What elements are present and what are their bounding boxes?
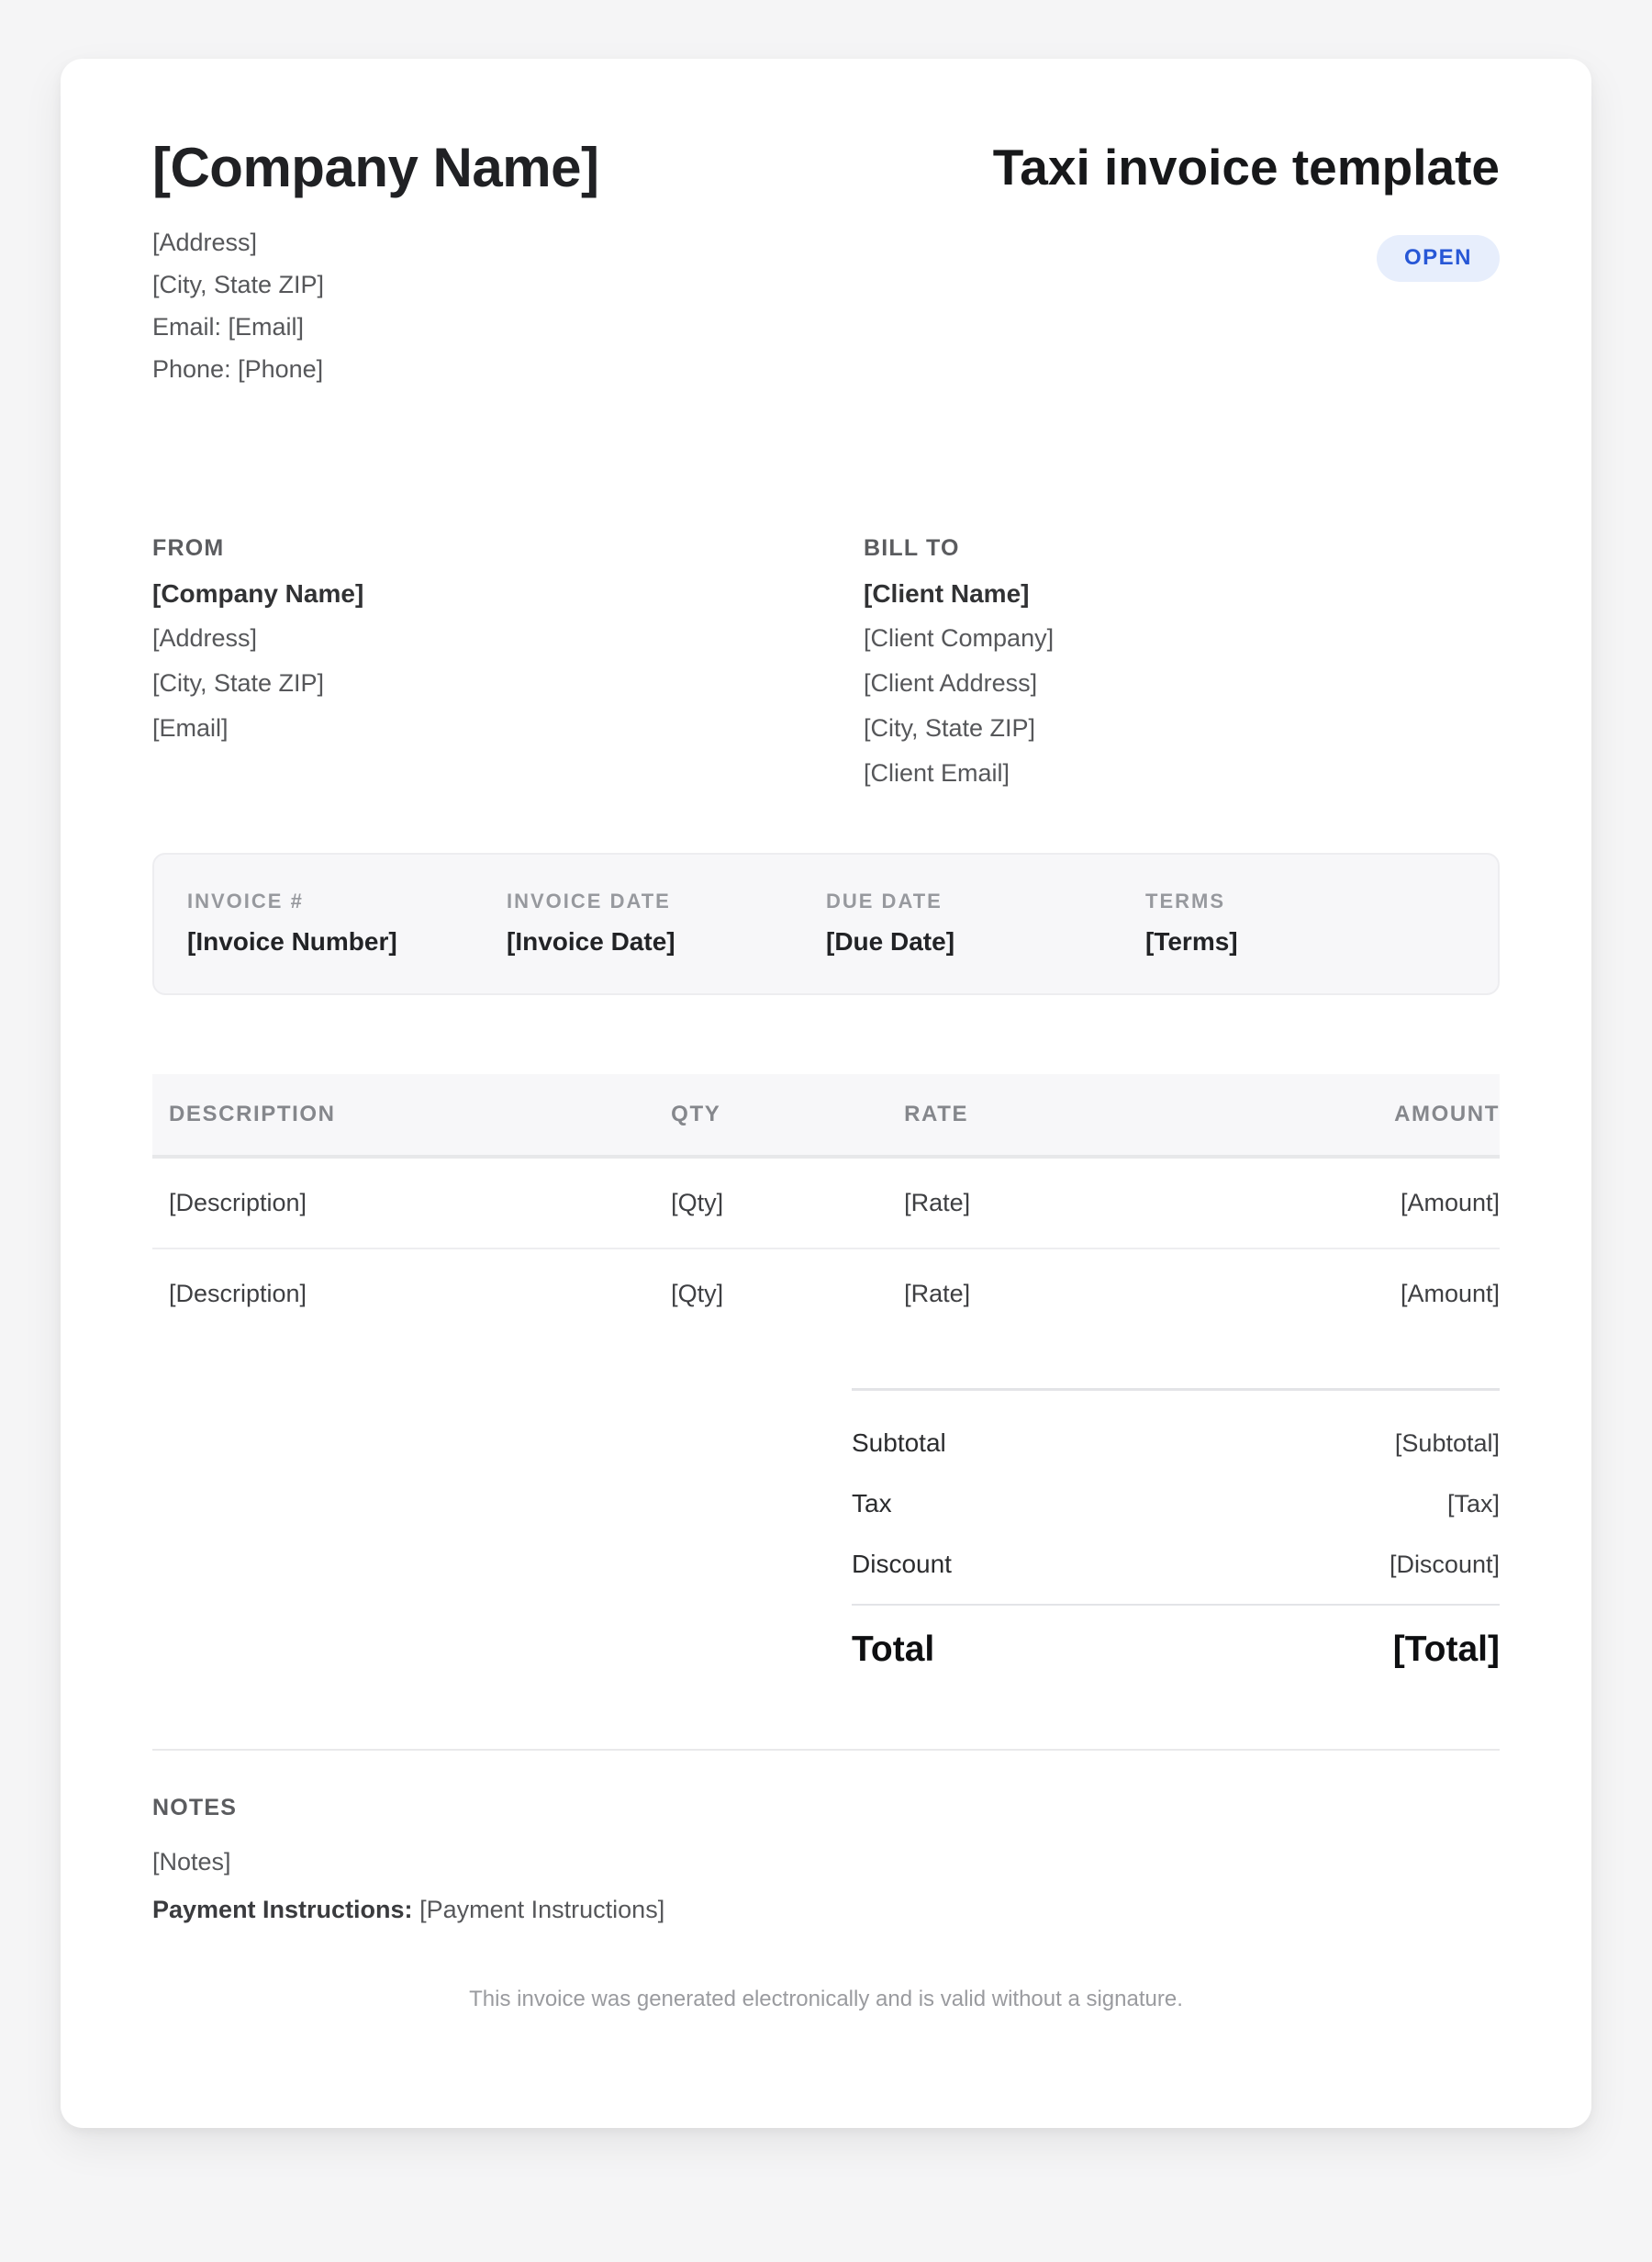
company-block <box>152 136 598 390</box>
page-title: Taxi invoice template <box>992 139 1500 196</box>
client-address: [Client Address] <box>864 669 1038 697</box>
due-date-label: DUE DATE <box>826 890 943 913</box>
total-label: Total <box>852 1629 935 1669</box>
company-email: Email: [Email] <box>152 313 305 341</box>
invoice-meta-bar <box>152 853 1500 995</box>
terms-label: TERMS <box>1145 890 1225 913</box>
parties-section <box>152 526 1500 796</box>
discount-label: Discount <box>852 1550 952 1578</box>
table-row <box>152 1157 1500 1249</box>
total-value: [Total] <box>1392 1629 1500 1669</box>
qty-column-header: QTY <box>671 1074 904 1157</box>
payment-instructions-value: [Payment Instructions] <box>419 1896 665 1923</box>
item-description: [Description] <box>169 1280 307 1307</box>
client-company: [Client Company] <box>864 624 1055 652</box>
client-name: [Client Name] <box>864 579 1030 608</box>
client-city-state-zip: [City, State ZIP] <box>864 714 1036 742</box>
totals-block <box>852 1388 1500 1670</box>
subtotal-label: Subtotal <box>852 1428 946 1457</box>
payment-instructions-label: Payment Instructions: <box>152 1896 413 1923</box>
meta-invoice-date <box>507 890 826 957</box>
item-qty: [Qty] <box>671 1280 724 1307</box>
company-phone: Phone: [Phone] <box>152 355 324 383</box>
from-address: [Address] <box>152 624 258 652</box>
payment-instructions-line <box>152 1886 1500 1933</box>
notes-body: [Notes] <box>152 1848 231 1876</box>
line-items-table <box>152 1074 1500 1338</box>
notes-label: NOTES <box>152 1795 238 1820</box>
from-block <box>152 526 864 796</box>
subtotal-row <box>852 1413 1500 1473</box>
header-right <box>993 136 1500 282</box>
description-column-header: DESCRIPTION <box>152 1074 671 1157</box>
invoice-number-label: INVOICE # <box>187 890 304 913</box>
client-email: [Client Email] <box>864 759 1010 787</box>
header <box>152 136 1500 390</box>
table-row <box>152 1249 1500 1338</box>
tax-row <box>852 1473 1500 1534</box>
bill-to-label: BILL TO <box>864 535 960 561</box>
notes-section-divider <box>152 1749 1500 1751</box>
bill-to-block <box>864 526 1500 796</box>
grand-total-row <box>852 1606 1500 1670</box>
meta-due-date <box>826 890 1145 957</box>
table-header-row <box>152 1074 1500 1157</box>
invoice-number-value: [Invoice Number] <box>187 927 397 956</box>
invoice-date-label: INVOICE DATE <box>507 890 671 913</box>
item-qty: [Qty] <box>671 1157 904 1249</box>
invoice-card <box>61 59 1591 2128</box>
terms-value: [Terms] <box>1145 927 1238 956</box>
status-badge[interactable]: OPEN <box>1377 235 1500 282</box>
item-rate: [Rate] <box>904 1280 971 1307</box>
item-description: [Description] <box>152 1157 671 1249</box>
rate-column-header: RATE <box>904 1074 1200 1157</box>
company-city-state-zip: [City, State ZIP] <box>152 271 325 298</box>
item-amount: [Amount] <box>1200 1157 1500 1249</box>
invoice-date-value: [Invoice Date] <box>507 927 675 956</box>
footer-disclaimer: This invoice was generated electronically and is valid without a signature. <box>469 1987 1183 2011</box>
from-email: [Email] <box>152 714 229 742</box>
from-label: FROM <box>152 535 225 561</box>
discount-row <box>852 1534 1500 1595</box>
meta-terms <box>1145 890 1465 957</box>
item-amount: [Amount] <box>1400 1280 1500 1307</box>
tax-label: Tax <box>852 1489 892 1517</box>
from-city-state-zip: [City, State ZIP] <box>152 669 325 697</box>
amount-column-header: AMOUNT <box>1200 1074 1500 1157</box>
item-rate: [Rate] <box>904 1157 1200 1249</box>
meta-invoice-number <box>187 890 507 957</box>
due-date-value: [Due Date] <box>826 927 955 956</box>
from-company-name: [Company Name] <box>152 579 364 608</box>
notes-section <box>152 1795 1500 1933</box>
tax-value: [Tax] <box>1446 1489 1500 1517</box>
company-name: [Company Name] <box>152 137 599 198</box>
discount-value: [Discount] <box>1389 1550 1500 1578</box>
subtotal-value: [Subtotal] <box>1394 1428 1500 1457</box>
company-address: [Address] <box>152 229 258 256</box>
